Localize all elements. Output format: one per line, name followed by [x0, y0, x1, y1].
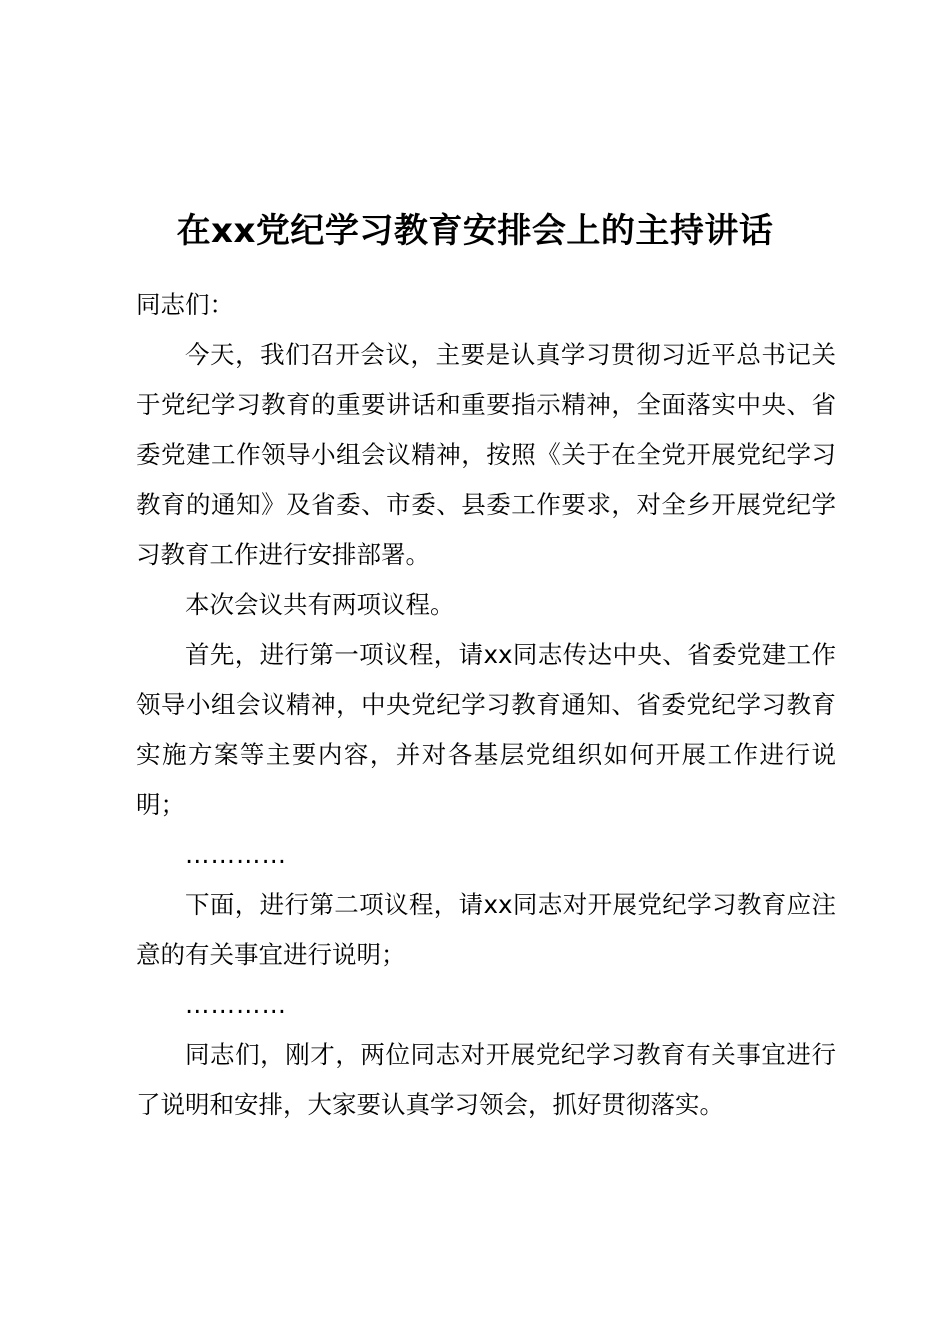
paragraph-agenda-intro: 本次会议共有两项议程。 — [185, 590, 455, 619]
paragraph-closing: 同志们，刚才，两位同志对开展党纪学习教育有关事宜进行了说明和安排，大家要认真学习领会，抓好贯彻落实。 — [136, 1040, 836, 1119]
paragraph-opening: 今天，我们召开会议，主要是认真学习贯彻习近平总书记关于党纪学习教育的重要讲话和重要指示精神，全面落实中央、省委党建工作领导小组会议精神，按照《关于在全党开展党纪学习教育的通知》及省委、市委、县委工作要求，对全乡开展党纪学习教育工作进行安排部署。 — [136, 340, 836, 569]
salutation: 同志们： — [136, 290, 234, 319]
ellipsis-1: ………… — [185, 840, 287, 869]
paragraph-agenda-item-2: 下面，进行第二项议程，请xx同志对开展党纪学习教育应注意的有关事宜进行说明； — [136, 890, 836, 969]
document-title: 在xx党纪学习教育安排会上的主持讲话 — [176, 211, 774, 251]
paragraph-agenda-item-1: 首先，进行第一项议程，请xx同志传达中央、省委党建工作领导小组会议精神，中央党纪学习教育通知、省委党纪学习教育实施方案等主要内容，并对各基层党组织如何开展工作进行说明； — [136, 640, 836, 819]
ellipsis-2: ………… — [185, 990, 287, 1019]
document-body — [136, 280, 836, 1130]
